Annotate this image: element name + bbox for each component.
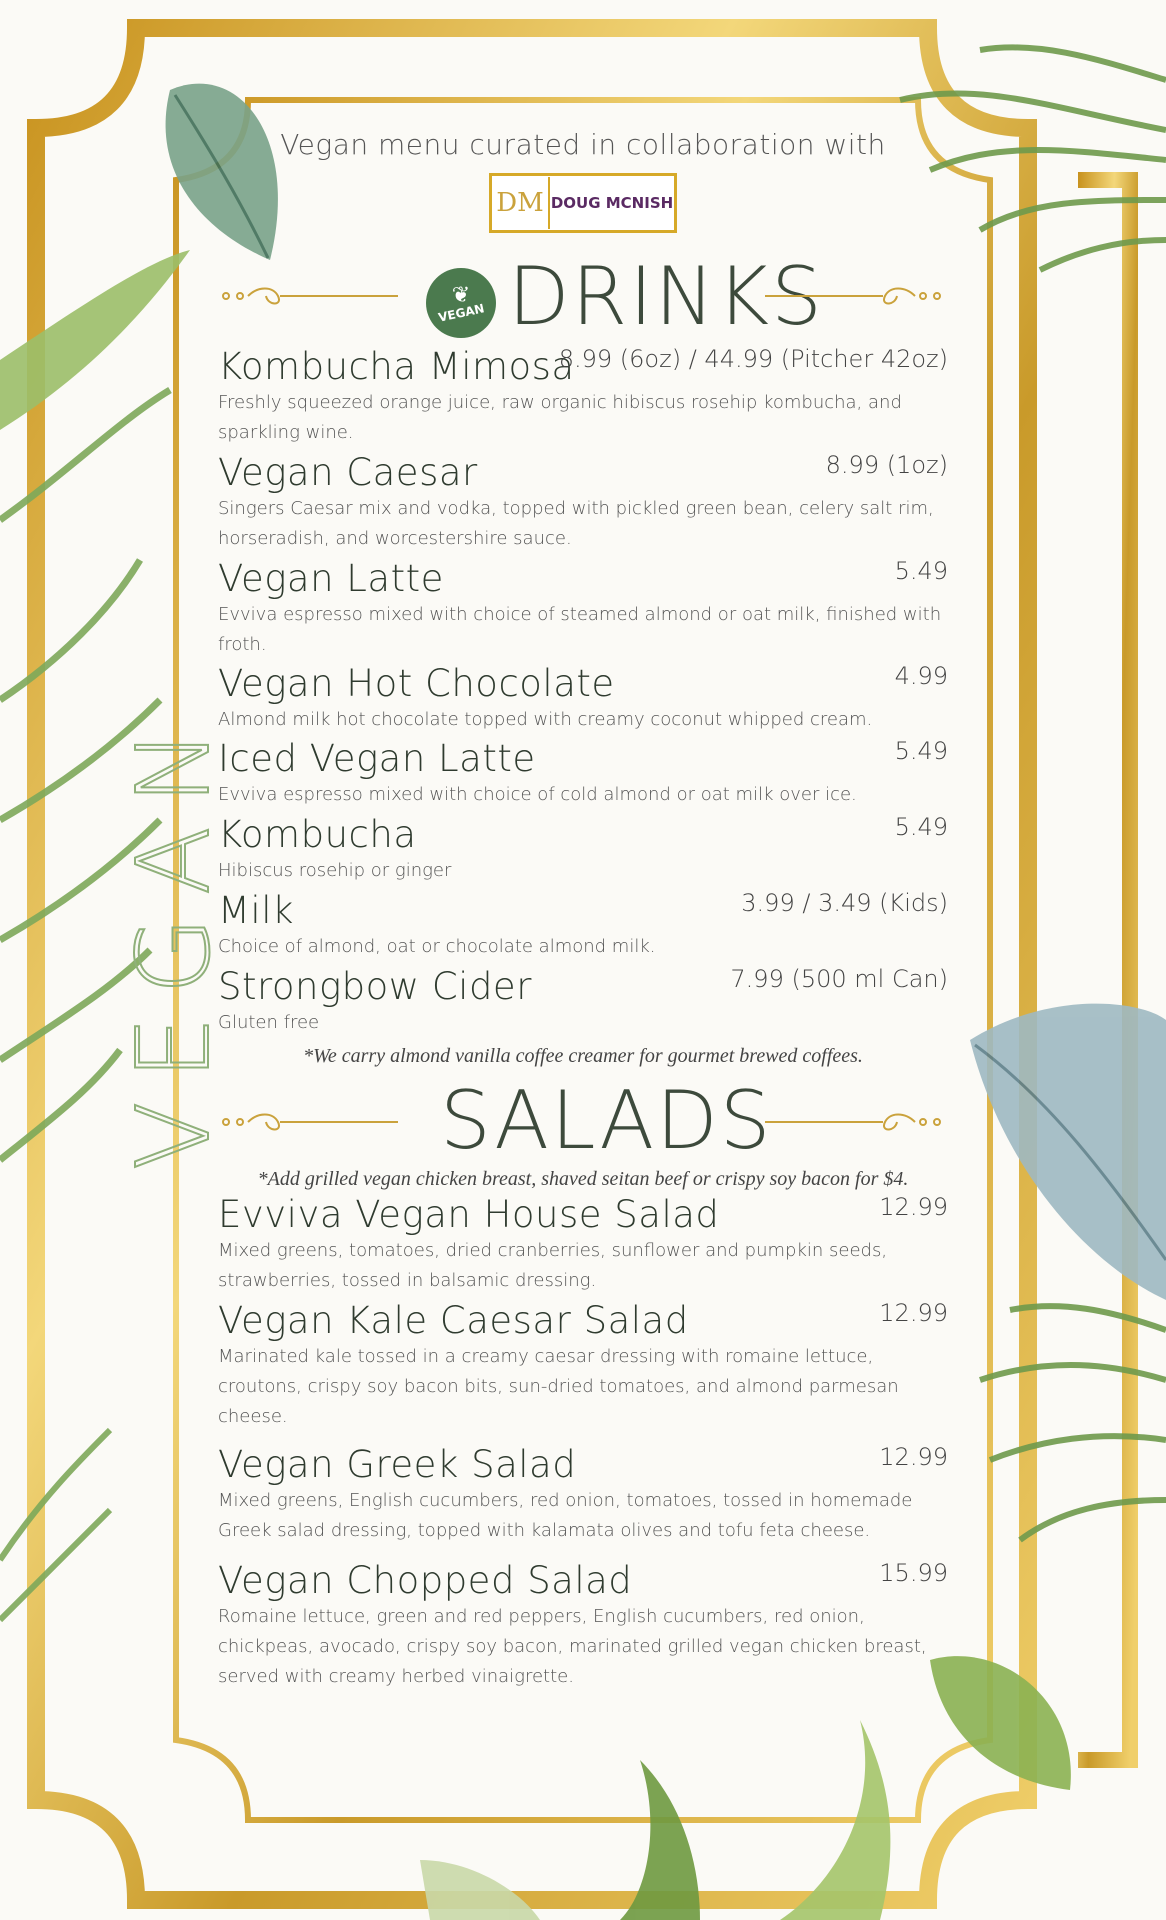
item-description: Choice of almond, oat or chocolate almond milk. [218, 936, 656, 957]
item-price: 5.49 [894, 557, 948, 585]
item-name: Strongbow Cider [218, 965, 532, 1008]
item-description: Hibiscus rosehip or ginger [218, 860, 452, 881]
item-name: Vegan Kale Caesar Salad [218, 1299, 689, 1342]
salads-note: *Add grilled vegan chicken breast, shaved seitan beef or crispy soy bacon for $4. [257, 1168, 909, 1190]
drinks-note: *We carry almond vanilla coffee creamer for gourmet brewed coffees. [303, 1045, 863, 1067]
item-price: 7.99 (500 ml Can) [730, 965, 948, 993]
menu-item [218, 889, 948, 962]
item-name: Kombucha Mimosa [218, 345, 575, 388]
salads-title: SALADS [440, 1074, 773, 1167]
item-price: 5.49 [894, 737, 948, 765]
doug-mcnish-logo [489, 173, 677, 233]
item-description: Romaine lettuce, green and red peppers, English cucumbers, red onion, chickpeas, avocado, crispy soy bacon, marinated grilled vegan chicken breast, served with creamy herbed vinaigrette. [218, 1606, 927, 1687]
menu-item [218, 451, 948, 554]
menu-item [218, 1299, 948, 1432]
item-name: Vegan Greek Salad [218, 1443, 577, 1486]
item-price: 12.99 [879, 1299, 948, 1327]
flourish-left-icon [218, 1112, 398, 1132]
item-description: Singers Caesar mix and vodka, topped with pickled green bean, celery salt rim, horseradish, and worcestershire sauce. [218, 498, 934, 549]
item-description: Mixed greens, tomatoes, dried cranberries, sunflower and pumpkin seeds, strawberries, tossed in balsamic dressing. [218, 1240, 888, 1291]
vegan-side-word: VEGAN [115, 707, 232, 1170]
vegan-badge-text: VEGAN [436, 301, 486, 325]
drinks-title: DRINKS [508, 250, 824, 343]
item-description: Freshly squeezed orange juice, raw organic hibiscus rosehip kombucha, and sparkling wine. [218, 392, 902, 443]
item-price: 4.99 [894, 662, 948, 690]
item-description: Marinated kale tossed in a creamy caesar dressing with romaine lettuce, croutons, crispy soy bacon bits, sun-dried tomatoes, and almond parmesan cheese. [218, 1346, 899, 1427]
item-price: 8.99 (6oz) / 44.99 (Pitcher 42oz) [558, 345, 948, 373]
menu-item [218, 345, 948, 448]
item-name: Kombucha [218, 813, 417, 856]
leaf-icon: ❦ [451, 283, 471, 308]
menu-item [218, 737, 948, 810]
item-description: Mixed greens, English cucumbers, red onion, tomatoes, tossed in homemade Greek salad dressing, topped with kalamata olives and tofu feta cheese. [218, 1490, 913, 1541]
menu-item [218, 557, 948, 660]
item-price: 12.99 [879, 1443, 948, 1471]
item-name: Vegan Latte [218, 557, 444, 600]
item-name: Vegan Hot Chocolate [218, 662, 615, 705]
menu-item [218, 1193, 948, 1296]
menu-item [218, 965, 948, 1038]
item-name: Evviva Vegan House Salad [218, 1193, 720, 1236]
flourish-right-icon [765, 286, 945, 306]
item-price: 15.99 [879, 1559, 948, 1587]
flourish-left-icon [218, 286, 398, 306]
vegan-badge [426, 268, 496, 338]
item-price: 3.99 / 3.49 (Kids) [741, 889, 948, 917]
item-price: 5.49 [894, 813, 948, 841]
item-name: Milk [218, 889, 294, 932]
item-description: Evviva espresso mixed with choice of steamed almond or oat milk, finished with froth. [218, 604, 942, 655]
logo-monogram: DM [492, 177, 550, 229]
item-description: Evviva espresso mixed with choice of cold almond or oat milk over ice. [218, 784, 857, 805]
item-price: 8.99 (1oz) [825, 451, 948, 479]
item-description: Gluten free [218, 1012, 320, 1033]
menu-item [218, 813, 948, 886]
item-name: Vegan Chopped Salad [218, 1559, 633, 1602]
menu-item [218, 662, 948, 735]
collaboration-intro: Vegan menu curated in collaboration with [280, 128, 886, 161]
item-description: Almond milk hot chocolate topped with creamy coconut whipped cream. [218, 709, 873, 730]
flourish-right-icon [765, 1112, 945, 1132]
logo-name: DOUG MCNISH [550, 194, 674, 212]
menu-item [218, 1443, 948, 1546]
menu-item [218, 1559, 948, 1692]
item-name: Vegan Caesar [218, 451, 478, 494]
item-name: Iced Vegan Latte [218, 737, 536, 780]
item-price: 12.99 [879, 1193, 948, 1221]
